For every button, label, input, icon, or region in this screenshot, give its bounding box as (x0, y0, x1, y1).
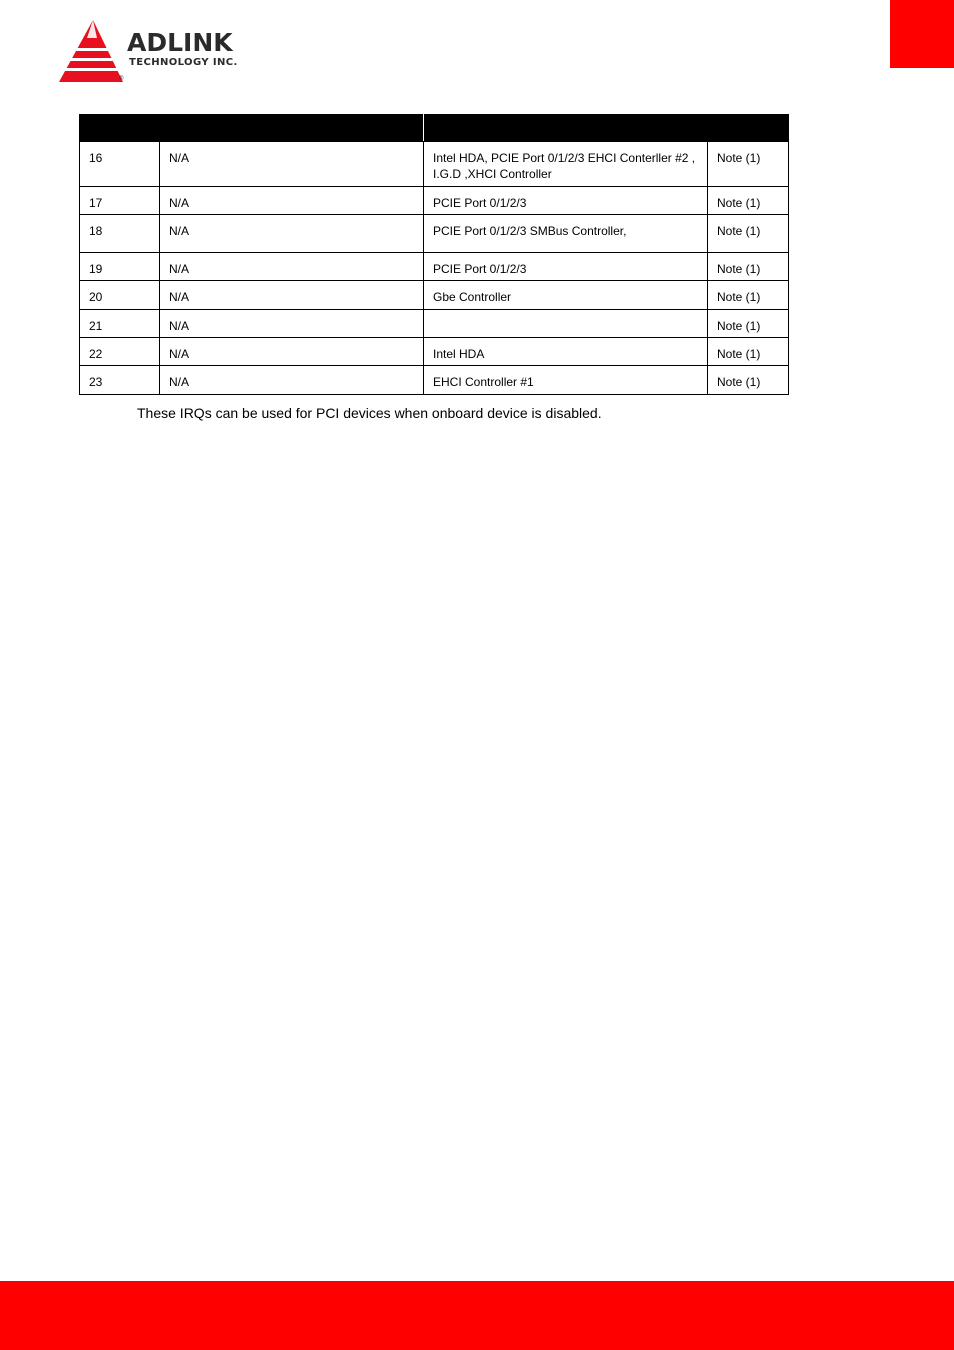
note-cell: Note (1) (708, 215, 789, 253)
irq-table (79, 114, 789, 395)
table-header-row (80, 115, 789, 142)
isa-cell: N/A (160, 142, 424, 187)
isa-cell: N/A (160, 310, 424, 338)
isa-cell: N/A (160, 215, 424, 253)
table-row (80, 142, 789, 187)
pci-cell: PCIE Port 0/1/2/3 (424, 187, 708, 215)
isa-cell: N/A (160, 187, 424, 215)
brand-tagline: TECHNOLOGY INC. (129, 57, 238, 68)
irq-cell: 16 (80, 142, 160, 187)
isa-cell: N/A (160, 281, 424, 310)
table-row (80, 187, 789, 215)
header-cell-left (80, 115, 424, 142)
isa-cell: N/A (160, 338, 424, 366)
pci-cell: EHCI Controller #1 (424, 366, 708, 395)
note-cell: Note (1) (708, 187, 789, 215)
footer-bar (0, 1281, 954, 1350)
table-row (80, 281, 789, 310)
header-cell-right (424, 115, 789, 142)
irq-cell: 20 (80, 281, 160, 310)
corner-accent-tab (890, 0, 954, 68)
isa-cell: N/A (160, 253, 424, 281)
table-row (80, 338, 789, 366)
pci-cell (424, 310, 708, 338)
irq-cell: 17 (80, 187, 160, 215)
table-row (80, 310, 789, 338)
registered-mark: ® (119, 76, 124, 82)
note-cell: Note (1) (708, 338, 789, 366)
pci-cell: PCIE Port 0/1/2/3 (424, 253, 708, 281)
table-row (80, 215, 789, 253)
table-row (80, 253, 789, 281)
irq-cell: 19 (80, 253, 160, 281)
brand-name: ADLINK (127, 28, 233, 57)
pci-cell: Gbe Controller (424, 281, 708, 310)
table-row (80, 366, 789, 395)
isa-cell: N/A (160, 366, 424, 395)
triangle-logo-icon (57, 18, 127, 86)
note-cell: Note (1) (708, 142, 789, 187)
note-cell: Note (1) (708, 310, 789, 338)
irq-cell: 23 (80, 366, 160, 395)
note-cell: Note (1) (708, 253, 789, 281)
irq-cell: 18 (80, 215, 160, 253)
adlink-logo (57, 18, 269, 86)
footnote-text: These IRQs can be used for PCI devices when onboard device is disabled. (137, 405, 602, 421)
irq-cell: 21 (80, 310, 160, 338)
pci-cell: PCIE Port 0/1/2/3 SMBus Controller, (424, 215, 708, 253)
pci-cell: Intel HDA, PCIE Port 0/1/2/3 EHCI Conterller #2 , I.G.D ,XHCI Controller (424, 142, 708, 187)
note-cell: Note (1) (708, 366, 789, 395)
pci-cell: Intel HDA (424, 338, 708, 366)
irq-cell: 22 (80, 338, 160, 366)
note-cell: Note (1) (708, 281, 789, 310)
